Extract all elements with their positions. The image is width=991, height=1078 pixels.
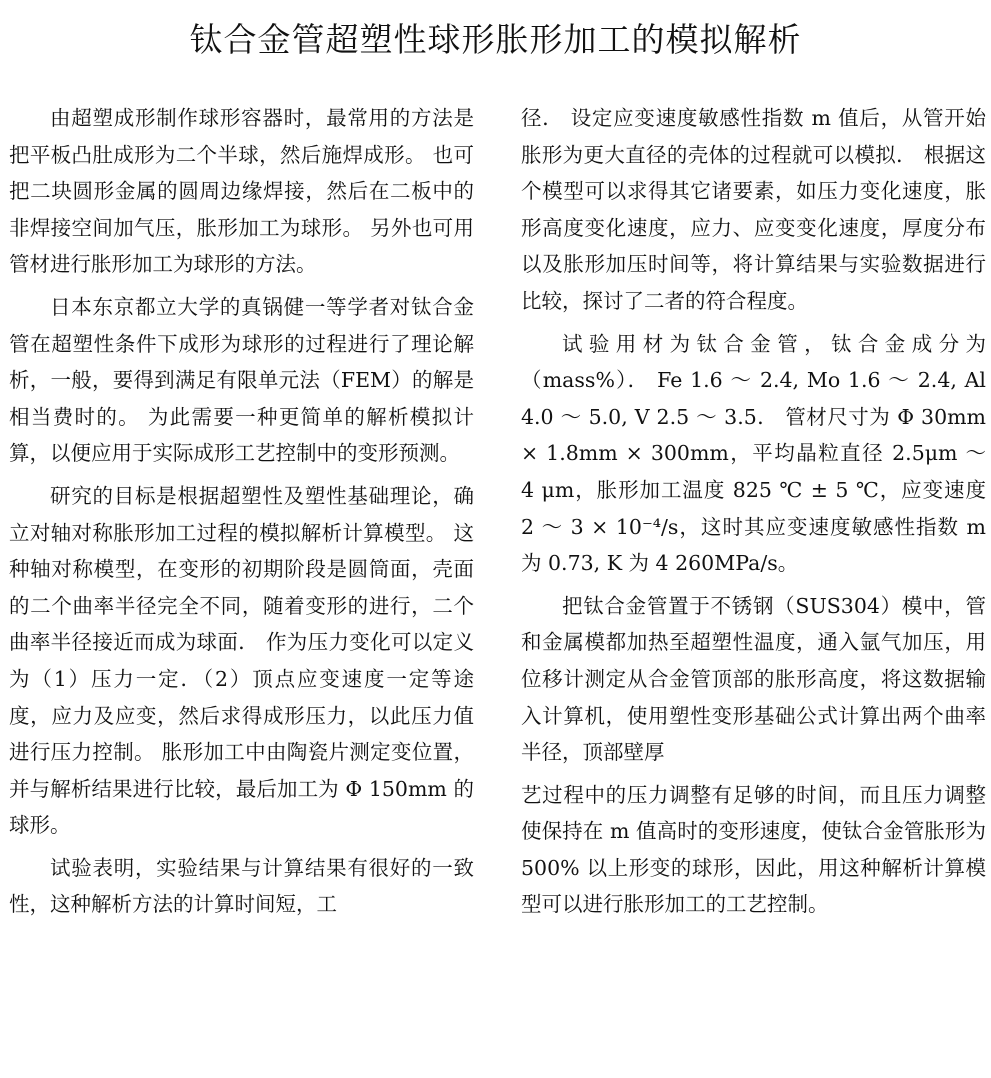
paragraph: 试验用材为钛合金管，钛合金成分为（mass%）． Fe 1.6 ～ 2.4, Mo 1.6 ～ 2.4, Al 4.0 ～ 5.0, V 2.5 ～ 3.5． 管材尺寸为 Φ 30mm × 1.8mm × 300mm，平均晶粒直径 2.5μm ～ 4 μm，胀形加工温度 825 ℃ ± 5 ℃，应变速度 2 ～ 3 × 10⁻⁴/s，这时其应变速度敏感性指数 m 为 0.73, K 为 4 260MPa/s。: [521, 331, 986, 576]
right-column: [521, 100, 986, 929]
paragraph: 径． 设定应变速度敏感性指数 m 值后，从管开始胀形为更大直径的壳体的过程就可以模拟． 根据这个模型可以求得其它诸要素，如压力变化速度，胀形高度变化速度，应力、应变变化速度，厚度分布以及胀形加压时间等，将计算结果与实验数据进行比较，探讨了二者的符合程度。: [521, 106, 986, 313]
paragraph: 艺过程中的压力调整有足够的时间，而且压力调整使保持在 m 值高时的变形速度，使钛合金管胀形为 500% 以上形变的球形，因此，用这种解析计算模型可以进行胀形加工的工艺控制。: [521, 782, 986, 917]
paragraph: 日本东京都立大学的真锅健一等学者对钛合金管在超塑性条件下成形为球形的过程进行了理论解析，一般，要得到满足有限单元法（FEM）的解是相当费时的。 为此需要一种更简单的解析模拟计算，以便应用于实际成形工艺控制中的变形预测。: [9, 294, 474, 466]
page-title: 钛合金管超塑性球形胀形加工的模拟解析: [189, 20, 802, 59]
left-column: [9, 100, 474, 929]
paragraph: 把钛合金管置于不锈钢（SUS304）模中，管和金属模都加热至超塑性温度，通入氩气加压，用位移计测定从合金管顶部的胀形高度，将这数据输入计算机，使用塑性变形基础公式计算出两个曲率半径，顶部壁厚: [521, 593, 986, 765]
paragraph: 试验表明，实验结果与计算结果有很好的一致性，这种解析方法的计算时间短，工: [9, 855, 474, 917]
paragraph: 研究的目标是根据超塑性及塑性基础理论，确立对轴对称胀形加工过程的模拟解析计算模型。 这种轴对称模型，在变形的初期阶段是圆筒面，壳面的二个曲率半径完全不同，随着变形的进行，二个曲率半径接近而成为球面． 作为压力变化可以定义为（1）压力一定．（2）顶点应变速度一定等途度，应力及应变，然后求得成形压力，以此压力值进行压力控制。 胀形加工中由陶瓷片测定变位置，并与解析结果进行比较，最后加工为 Φ 150mm 的球形。: [9, 483, 474, 838]
paragraph: 由超塑成形制作球形容器时，最常用的方法是把平板凸肚成形为二个半球，然后施焊成形。 也可把二块圆形金属的圆周边缘焊接，然后在二板中的非焊接空间加气压，胀形加工为球形。 另外也可用管材进行胀形加工为球形的方法。: [9, 106, 474, 277]
